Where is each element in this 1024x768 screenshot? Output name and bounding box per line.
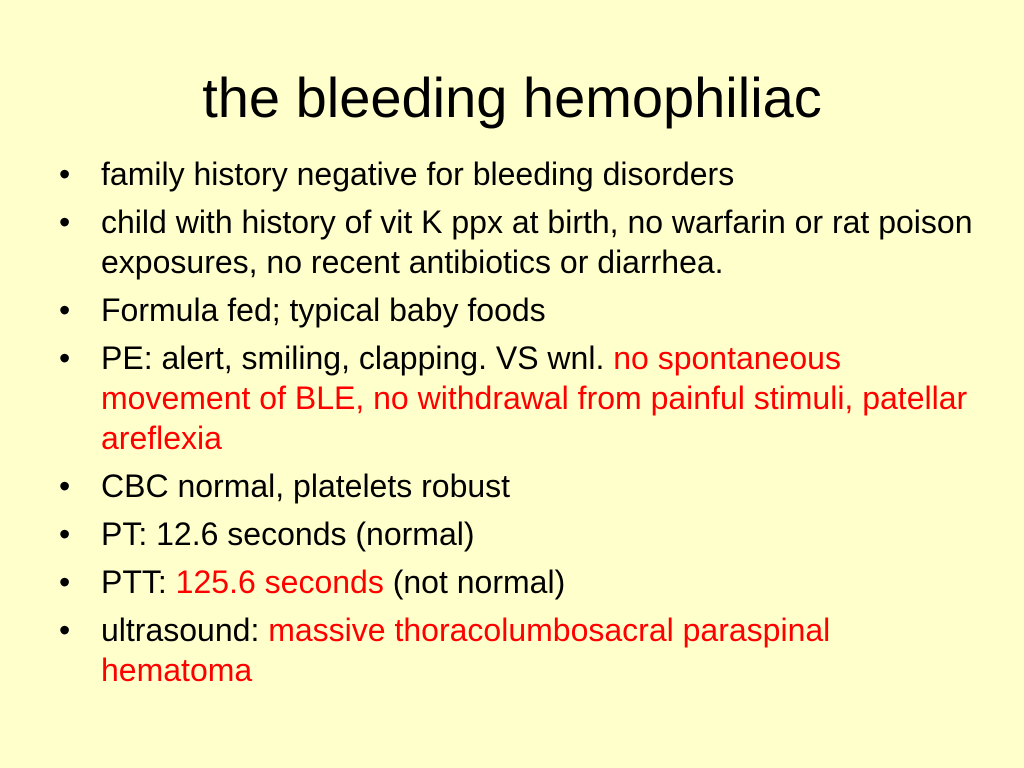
bullet-icon: • [59,156,71,192]
bullet-item [57,338,977,458]
bullet-item [57,610,977,690]
bullet-highlight: 125.6 seconds [175,564,384,600]
bullet-highlight: massive thoracolumbosacral paraspinal hematoma [101,612,831,688]
bullet-item [57,562,977,602]
bullet-text: PT: 12.6 seconds (normal) [101,516,475,552]
bullet-item [57,154,977,194]
bullet-text-after: (not normal) [383,564,566,600]
bullet-text: PTT: [101,564,176,600]
bullet-text: Formula fed; typical baby foods [101,292,546,328]
bullet-item [57,466,977,506]
bullet-text: ultrasound: [101,612,269,648]
bullet-text: family history negative for bleeding disorders [101,156,735,192]
slide-title: the bleeding hemophiliac [202,66,822,129]
bullet-text: CBC normal, platelets robust [101,468,511,504]
bullet-icon: • [59,564,71,600]
bullet-icon: • [59,468,71,504]
bullet-highlight: no spontaneous movement of BLE, no withdrawal from painful stimuli, patellar areflexia [101,340,968,456]
bullet-icon: • [59,204,71,240]
bullet-icon: • [59,340,71,376]
bullet-icon: • [59,612,71,648]
bullet-item [57,202,977,282]
bullet-item [57,290,977,330]
bullet-icon: • [59,516,71,552]
bullet-item [57,514,977,554]
bullet-text: PE: alert, smiling, clapping. VS wnl. [101,340,614,376]
bullet-icon: • [59,292,71,328]
bullet-text: child with history of vit K ppx at birth, no warfarin or rat poison exposures, no recent antibiotics or diarrhea. [101,204,973,280]
bullet-list [57,154,977,698]
